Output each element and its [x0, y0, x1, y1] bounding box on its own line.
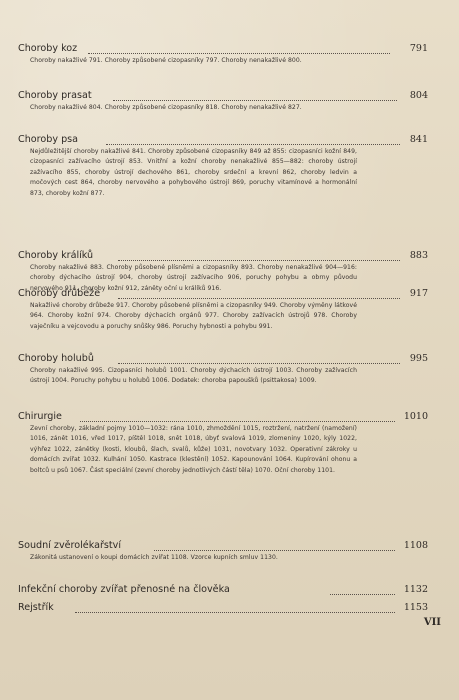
toc-entry-choroby-psa [18, 133, 428, 199]
toc-heading-row [18, 249, 428, 263]
toc-entry-infekcni-choroby [18, 583, 428, 597]
page-number-roman: VII [423, 617, 441, 628]
toc-entry-description: Nakažlivé choroby drůbeže 917. Choroby působené plísněmi a cizopasníky 949. Choroby výměny látkové 964. Choroby kožní 974. Choroby dýchacích orgánů 977. Choroby zažívacích ústrojů 978. Choroby vaječníku a vejcovodu a poruchy snůšky 986. Poruchy hybnosti a pohybu 991. [30, 302, 357, 330]
toc-entry-description: Zevní choroby, základní pojmy 1010—1032: rána 1010, zhmoždění 1015, roztržení, natržení (namožení) 1016, zánět 1016, vřed 1017, píštěl 1018, snět 1018, úbyť svalová 1019, zlomeniny 1020, kýly 1022, výhřez 1022, zánětky (kosti, kloubů, šlach, svalů, kůže) 1031, novotvary 1032. Operativní zákroky u domácích zvířat 1032. Kulhání 1050. Kastrace (klestění) 1052. Kapounování 1064. Kupírování ohonu a boltců u psů 1067. Část speciální (zevní choroby jednotlivých částí těla) 1070. Oční choroby 1101. [30, 425, 357, 474]
toc-entry-title: Soudní zvěrolékařství [18, 540, 122, 551]
toc-heading-row [18, 287, 428, 301]
dot-leader [80, 407, 395, 422]
toc-heading-row [18, 133, 428, 147]
toc-entry-description: Choroby nakažlivé 804. Choroby způsobené cizopasníky 818. Choroby nenakažlivé 827. [30, 104, 302, 111]
dot-leader [118, 349, 400, 364]
toc-heading-row [18, 583, 428, 597]
toc-entry-page-number: 1010 [403, 411, 428, 422]
toc-entry-page-number: 995 [409, 353, 428, 364]
dot-leader [118, 284, 400, 299]
toc-entry-page-number: 883 [409, 250, 428, 261]
toc-entry-description: Choroby nakažlivé 883. Choroby působené plísněmi a cizopasníky 893. Choroby nenakažlivé 904—916: choroby dýchacího ústrojí 904, choroby ústrojí zažívacího 906, poruchy pohybu a obrny původu nervového 911, choroby kožní 912, záněty oční u králíků 916. [30, 264, 357, 292]
toc-entry-title: Rejstřík [18, 602, 54, 613]
dot-leader [118, 246, 400, 261]
toc-entry-description: Choroby nakažlivé 791. Choroby způsobené cizopasníky 797. Choroby nenakažlivé 800. [30, 57, 302, 64]
toc-heading-row [18, 539, 428, 553]
toc-entry-title: Choroby holubů [18, 353, 94, 364]
dot-leader [113, 86, 397, 101]
toc-entry-choroby-prasat [18, 89, 428, 113]
toc-entry-soudni-zverolekarstvi [18, 539, 428, 563]
toc-entry-page-number: 1132 [403, 584, 428, 595]
dot-leader [154, 536, 395, 551]
toc-heading-row [18, 89, 428, 103]
toc-heading-row [18, 601, 428, 615]
toc-entry-chirurgie [18, 410, 428, 476]
toc-entry-page-number: 791 [409, 43, 428, 54]
toc-entry-description: Nejdůležitější choroby nakažlivé 841. Choroby způsobené cizopasníky 849 až 855: cizopasníci kožní 849, cizopasníci zažívacího ústrojí 853. Vnitřní a kožní choroby nenakažlivé 855—882: choroby ústrojí zažívacího 855, choroby ústrojí dechového 861, choroby srdeční a krevní 862, choroby ledvin a močových cest 864, choroby nervového a pohybového ústrojí 869, poruchy vitamínové a hormonální 873, choroby kožní 877. [30, 148, 357, 197]
toc-entry-title: Choroby prasat [18, 90, 92, 101]
toc-entry-page-number: 1108 [403, 540, 428, 551]
toc-entry-title: Choroby psa [18, 134, 79, 145]
toc-entry-page-number: 917 [409, 288, 428, 299]
toc-entry-rejstrik [18, 601, 428, 615]
toc-entry-title: Choroby králíků [18, 250, 94, 261]
dot-leader [106, 130, 400, 145]
toc-entry-title: Choroby koz [18, 43, 78, 54]
toc-heading-row [18, 42, 428, 56]
toc-entry-description: Zákonitá ustanovení o koupi domácích zvířat 1108. Vzorce kupních smluv 1130. [30, 554, 278, 561]
toc-entry-title: Choroby drůbeže [18, 288, 101, 299]
toc-entry-choroby-drubeze [18, 287, 428, 332]
toc-entry-page-number: 1153 [403, 602, 428, 613]
toc-heading-row [18, 352, 428, 366]
toc-entry-title: Infekční choroby zvířat přenosné na člověka [18, 584, 230, 595]
dot-leader [330, 580, 395, 595]
toc-entry-choroby-holubu [18, 352, 428, 387]
toc-entry-page-number: 841 [409, 134, 428, 145]
dot-leader [75, 598, 395, 613]
toc-entry-page-number: 804 [409, 90, 428, 101]
toc-entry-description: Choroby nakažlivé 995. Cizopasníci holubů 1001. Choroby dýchacích ústrojí 1003. Choroby zažívacích ústrojí 1004. Poruchy pohybu u holubů 1006. Dodatek: choroba papoušků (psittakosa) 1009. [30, 367, 357, 385]
toc-entry-choroby-koz [18, 42, 428, 66]
toc-entry-title: Chirurgie [18, 411, 62, 422]
dot-leader [88, 39, 390, 54]
toc-heading-row [18, 410, 428, 424]
